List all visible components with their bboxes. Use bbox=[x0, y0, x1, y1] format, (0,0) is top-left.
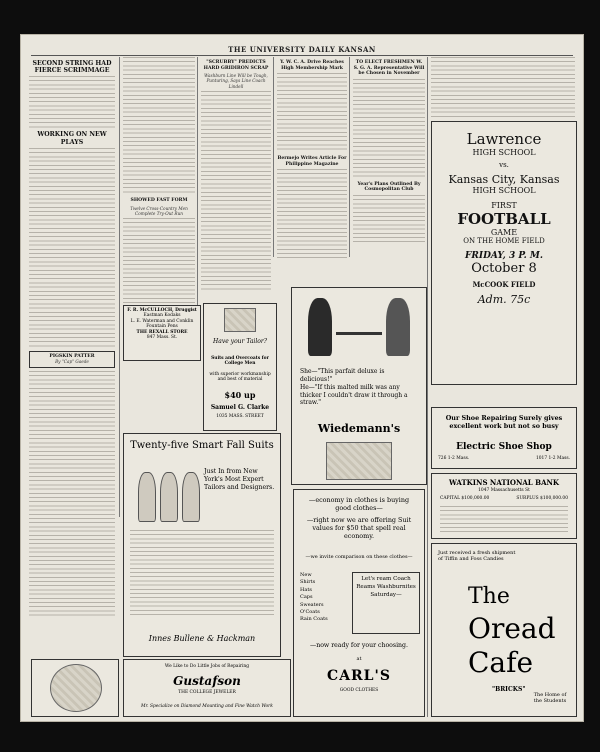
ad-line: —economy in clothes is buying good clothes— bbox=[308, 496, 410, 512]
column-rule bbox=[119, 57, 120, 517]
column-4 bbox=[277, 57, 347, 267]
address: 726 1-2 Mass. bbox=[438, 456, 470, 461]
ad-line: L. E. Waterman and Conklin Fountain Pens bbox=[130, 318, 194, 330]
clarke-ad bbox=[203, 303, 277, 431]
cafe-name-the: The bbox=[468, 584, 510, 609]
column-1 bbox=[29, 57, 115, 617]
ad-line: HIGH SCHOOL bbox=[472, 148, 536, 157]
ad-line: Our Shoe Repairing Surely gives excellent work but not so busy bbox=[445, 414, 563, 430]
ad-line: HIGH SCHOOL bbox=[472, 186, 536, 195]
subhead: Washburn Line Will be Tough, Punturing, Says Line Coach Lindell bbox=[204, 73, 268, 89]
carls-ad bbox=[293, 489, 425, 717]
cafe-nickname: "BRICKS" bbox=[492, 686, 526, 693]
column-rule bbox=[273, 57, 274, 257]
script-heading: Have your Tailor? bbox=[213, 338, 267, 345]
ad-line: —we invite comparison on these clothes— bbox=[305, 554, 413, 560]
ad-line: vs. bbox=[499, 161, 509, 169]
ad-line: THE COLLEGE JEWELER bbox=[178, 690, 236, 695]
article-body bbox=[353, 79, 425, 179]
address: 1047 Massachusetts St bbox=[478, 488, 530, 493]
article-body bbox=[123, 218, 195, 307]
ad-line: THE REXALL STORE bbox=[136, 329, 188, 335]
subhead: Twelve Cross-Country Men Complete Try-Out Run bbox=[130, 205, 188, 216]
figure-illustration bbox=[160, 472, 178, 522]
address: 1035 MASS. STREET bbox=[216, 414, 264, 419]
ring-illustration bbox=[50, 664, 102, 712]
article-body bbox=[277, 169, 347, 259]
jeweler-name: Gustafson bbox=[173, 674, 241, 688]
ad-line: Suits and Overcoats for College Men bbox=[211, 356, 269, 367]
game-day: FRIDAY, 3 P. M. bbox=[465, 251, 543, 261]
headline-bermejo: Bermejo Writes Article For Philippine Magazine bbox=[277, 156, 347, 167]
mcculloch-ad bbox=[123, 305, 201, 361]
ad-line: at bbox=[356, 656, 362, 662]
electric-shoe-shop-ad bbox=[431, 407, 577, 469]
bank-name: WATKINS NATIONAL BANK bbox=[449, 478, 559, 487]
headline-pigskin: PIGSKIN PATTER bbox=[49, 353, 95, 359]
figure-illustration bbox=[138, 472, 156, 522]
column-rule bbox=[427, 57, 428, 717]
ad-line: Mr. Specialize on Diamond Mounting and Fine Watch Work bbox=[141, 704, 273, 709]
oread-cafe-ad bbox=[431, 543, 577, 717]
capital: CAPITAL $100,000.00 bbox=[440, 496, 490, 501]
store-name: Samuel G. Clarke bbox=[210, 404, 270, 411]
team-lawrence: Lawrence bbox=[466, 130, 542, 148]
headline-new-plays: WORKING ON NEW PLAYS bbox=[37, 131, 107, 146]
dialogue-she: She—"This parfait deluxe is delicious!" bbox=[300, 368, 385, 383]
crest-illustration bbox=[224, 308, 256, 332]
watkins-bank-ad bbox=[431, 473, 577, 539]
ad-line: FIRST bbox=[491, 201, 517, 210]
headline-cosmopolitan: Year's Plans Outlined By Cosmopolitan Club bbox=[357, 181, 421, 193]
product-item: New bbox=[300, 572, 312, 578]
product-item: Shirts bbox=[300, 579, 316, 586]
article-body bbox=[29, 371, 115, 616]
ad-headline: Twenty-five Smart Fall Suits bbox=[130, 440, 274, 451]
column-rule bbox=[197, 57, 198, 317]
venue: McCOOK FIELD bbox=[472, 280, 536, 289]
product-item: Caps bbox=[300, 594, 313, 601]
address: 1017 1-2 Mass. bbox=[535, 456, 570, 461]
football-game-ad bbox=[431, 121, 577, 385]
byline: By "Cap" Gaede bbox=[55, 359, 89, 365]
column-3 bbox=[201, 57, 271, 307]
article-body bbox=[431, 57, 575, 117]
admission-price: Adm. 75c bbox=[477, 293, 531, 306]
slogan-box: Let's ream Coach Reams Washburnites Saturday— bbox=[352, 572, 420, 634]
masthead-rule bbox=[31, 55, 573, 56]
product-item: Hats bbox=[300, 586, 312, 593]
ad-body-text bbox=[440, 506, 568, 532]
ad-line: Eastman Kodaks bbox=[143, 313, 181, 319]
store-logo: CARL'S bbox=[327, 668, 391, 684]
article-body bbox=[29, 148, 115, 348]
article-body bbox=[353, 195, 425, 245]
ad-line: Just received a fresh shipment of Tiffin and Foss Candies bbox=[438, 550, 516, 563]
signature: Innes Bullene & Hackman bbox=[148, 634, 256, 643]
team-kck: Kansas City, Kansas bbox=[448, 173, 560, 186]
ad-line: We Like to Do Little Jobs of Repairing bbox=[164, 664, 250, 669]
masthead: THE UNIVERSITY DAILY KANSAN bbox=[228, 45, 376, 54]
ad-body: Just In from New York's Most Expert Tailors and Designers. bbox=[204, 468, 275, 491]
ad-line: —now ready for your choosing. bbox=[310, 642, 408, 649]
figure-illustration bbox=[182, 472, 200, 522]
ad-line: —right now we are offering Suit values for $50 that spell real economy. bbox=[306, 516, 412, 540]
headline-second-string: SECOND STRING HAD FIERCE SCRIMMAGE bbox=[32, 60, 112, 75]
wiedemann-ad bbox=[291, 287, 427, 485]
ad-body-text bbox=[130, 530, 274, 616]
article-body bbox=[201, 91, 271, 291]
ad-line: F. R. McCULLOCH, Druggist bbox=[127, 308, 197, 313]
cafe-name-oread: Oread bbox=[468, 612, 556, 645]
ad-line: The Home of the Students bbox=[533, 692, 567, 705]
shop-name: Electric Shoe Shop bbox=[456, 442, 552, 452]
column-rule bbox=[349, 57, 350, 257]
table-illustration bbox=[336, 332, 382, 335]
price: $40 up bbox=[224, 390, 256, 400]
pigskin-patter-box bbox=[29, 351, 115, 368]
store-tagline: GOOD CLOTHES bbox=[339, 688, 379, 693]
product-item: Sweaters bbox=[300, 601, 324, 608]
product-list bbox=[300, 572, 344, 624]
headline-fast-form: SHOWED FAST FORM bbox=[130, 198, 188, 203]
column-6 bbox=[431, 57, 575, 119]
ad-line: GAME bbox=[490, 228, 518, 237]
column-2 bbox=[123, 57, 195, 307]
product-item: O'Coats bbox=[300, 609, 320, 616]
man-illustration bbox=[308, 298, 332, 356]
article-body bbox=[123, 57, 195, 195]
article-body bbox=[277, 73, 347, 153]
headline-ywca: Y. W. C. A. Drive Reaches High Membership Mark bbox=[280, 60, 344, 71]
column-5 bbox=[353, 57, 425, 267]
game-date: October 8 bbox=[471, 261, 537, 276]
football-heading: FOOTBALL bbox=[457, 210, 551, 228]
ad-line: with superior workmanship and best of material bbox=[209, 372, 271, 383]
suits-ad bbox=[123, 433, 281, 657]
newspaper-page bbox=[20, 34, 584, 722]
ring-illustration-box bbox=[31, 659, 119, 717]
cafe-name-cafe: Cafe bbox=[468, 646, 534, 679]
article-body bbox=[29, 76, 115, 128]
gustafson-ad bbox=[123, 659, 291, 717]
product-item: Rain Coats bbox=[300, 616, 328, 623]
woman-illustration bbox=[386, 298, 410, 356]
headline-scrubby: "SCRUBBY" PREDICTS HARD GRIDIRON SCRAP bbox=[203, 60, 269, 71]
dialogue-he: He—"If this malted milk was any thicker I couldn't draw it through a straw." bbox=[300, 384, 408, 407]
ad-line: 847 Mass. St. bbox=[146, 335, 178, 341]
headline-elect-freshmen: TO ELECT FRESHMEN W. S. G. A. Representative Will be Chosen in November bbox=[353, 60, 425, 77]
cartoon-illustration bbox=[326, 442, 392, 480]
store-name: Wiedemann's bbox=[317, 422, 401, 435]
surplus: SURPLUS $100,000.00 bbox=[516, 496, 568, 501]
ad-line: ON THE HOME FIELD bbox=[463, 237, 545, 245]
